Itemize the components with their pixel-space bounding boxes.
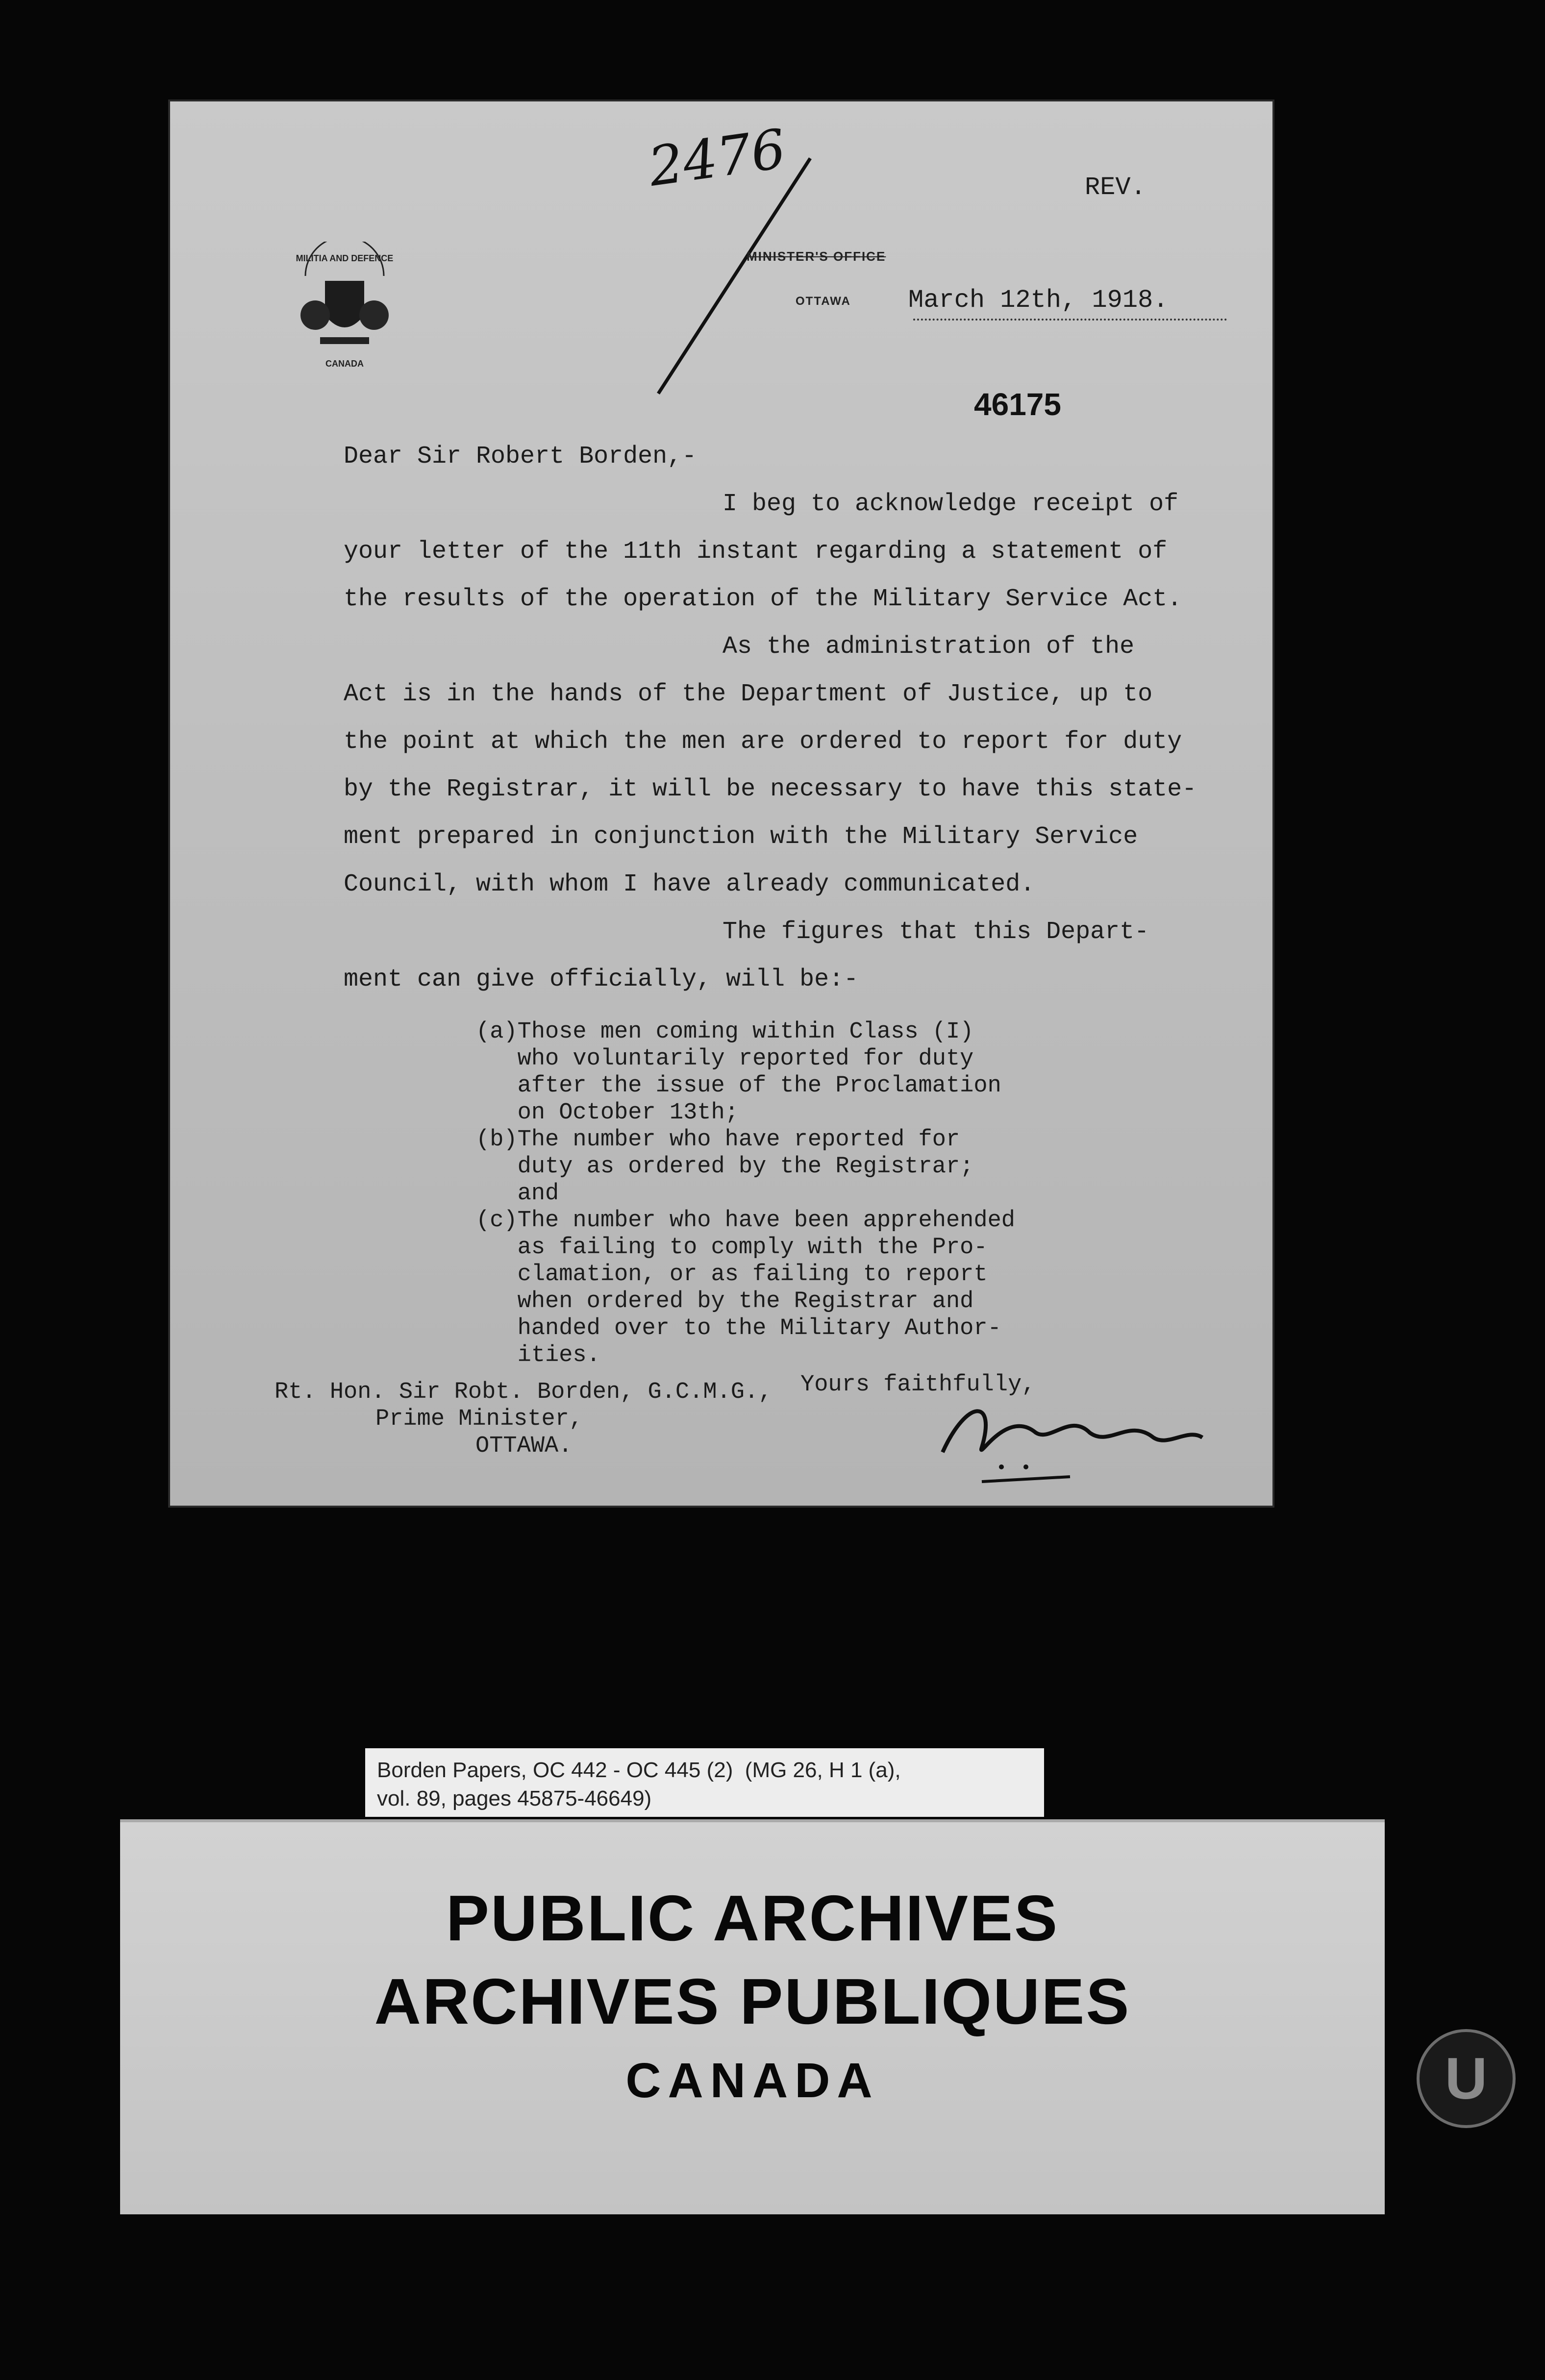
archive-country: CANADA: [625, 2053, 879, 2108]
body-line: ment prepared in conjunction with the Military Service: [344, 823, 1138, 851]
rev-mark: REV.: [1085, 173, 1146, 202]
logo-mark: U: [1445, 2046, 1488, 2111]
reference-line: vol. 89, pages 45875-46649): [377, 1786, 652, 1810]
list-line: ities.: [476, 1342, 600, 1368]
crest-country: CANADA: [325, 359, 364, 369]
ministers-office: MINISTER'S OFFICE: [747, 249, 886, 264]
addressee-line: Prime Minister,: [375, 1406, 583, 1432]
list-line: after the issue of the Proclamation: [476, 1073, 1001, 1099]
list-line: (b)The number who have reported for: [476, 1127, 960, 1153]
body-line: Council, with whom I have already communicated.: [344, 870, 1035, 898]
body-line: The figures that this Depart-: [723, 918, 1149, 946]
list-line: as failing to comply with the Pro-: [476, 1235, 988, 1261]
list-line: handed over to the Military Author-: [476, 1315, 1001, 1341]
list-line: when ordered by the Registrar and: [476, 1289, 974, 1314]
salutation: Dear Sir Robert Borden,-: [344, 443, 697, 471]
handwritten-number: 2476: [645, 117, 790, 198]
letter-date: March 12th, 1918.: [908, 286, 1169, 315]
list-line: on October 13th;: [476, 1100, 739, 1126]
body-line: Act is in the hands of the Department of Justice, up to: [344, 680, 1153, 708]
list-line: (c)The number who have been apprehended: [476, 1208, 1015, 1234]
crest-text: MILITIA AND DEFENCE: [296, 253, 394, 263]
body-line: by the Registrar, it will be necessary to have this state-: [344, 775, 1197, 803]
crest-icon: [286, 242, 403, 374]
letter-page: [168, 99, 1274, 1508]
archive-card: [120, 1819, 1385, 2214]
place-label: OTTAWA: [796, 295, 851, 308]
archive-title-en: PUBLIC ARCHIVES: [446, 1882, 1059, 1954]
body-line: the point at which the men are ordered to report for duty: [344, 728, 1182, 756]
reference-line: Borden Papers, OC 442 - OC 445 (2) (MG 26, H 1 (a),: [377, 1758, 901, 1782]
list-line: duty as ordered by the Registrar;: [476, 1154, 974, 1180]
list-line: clamation, or as failing to report: [476, 1262, 988, 1288]
microfilm-logo-icon: [1417, 2029, 1516, 2128]
body-line: ment can give officially, will be:-: [344, 966, 859, 993]
list-line: (a)Those men coming within Class (I): [476, 1019, 974, 1045]
body-line: I beg to acknowledge receipt of: [723, 490, 1179, 518]
archive-title-fr: ARCHIVES PUBLIQUES: [374, 1965, 1131, 2037]
closing: Yours faithfully,: [800, 1372, 1036, 1398]
file-number: 46175: [974, 387, 1061, 422]
addressee-line: Rt. Hon. Sir Robt. Borden, G.C.M.G.,: [274, 1379, 772, 1405]
body-line: As the administration of the: [723, 633, 1135, 661]
reference-tag: [365, 1748, 1044, 1817]
list-line: and: [476, 1181, 559, 1207]
list-line: who voluntarily reported for duty: [476, 1046, 974, 1072]
addressee-line: OTTAWA.: [475, 1433, 573, 1459]
body-line: the results of the operation of the Military Service Act.: [344, 585, 1182, 613]
signature-icon: [923, 1379, 1207, 1487]
body-line: your letter of the 11th instant regarding a statement of: [344, 538, 1168, 566]
